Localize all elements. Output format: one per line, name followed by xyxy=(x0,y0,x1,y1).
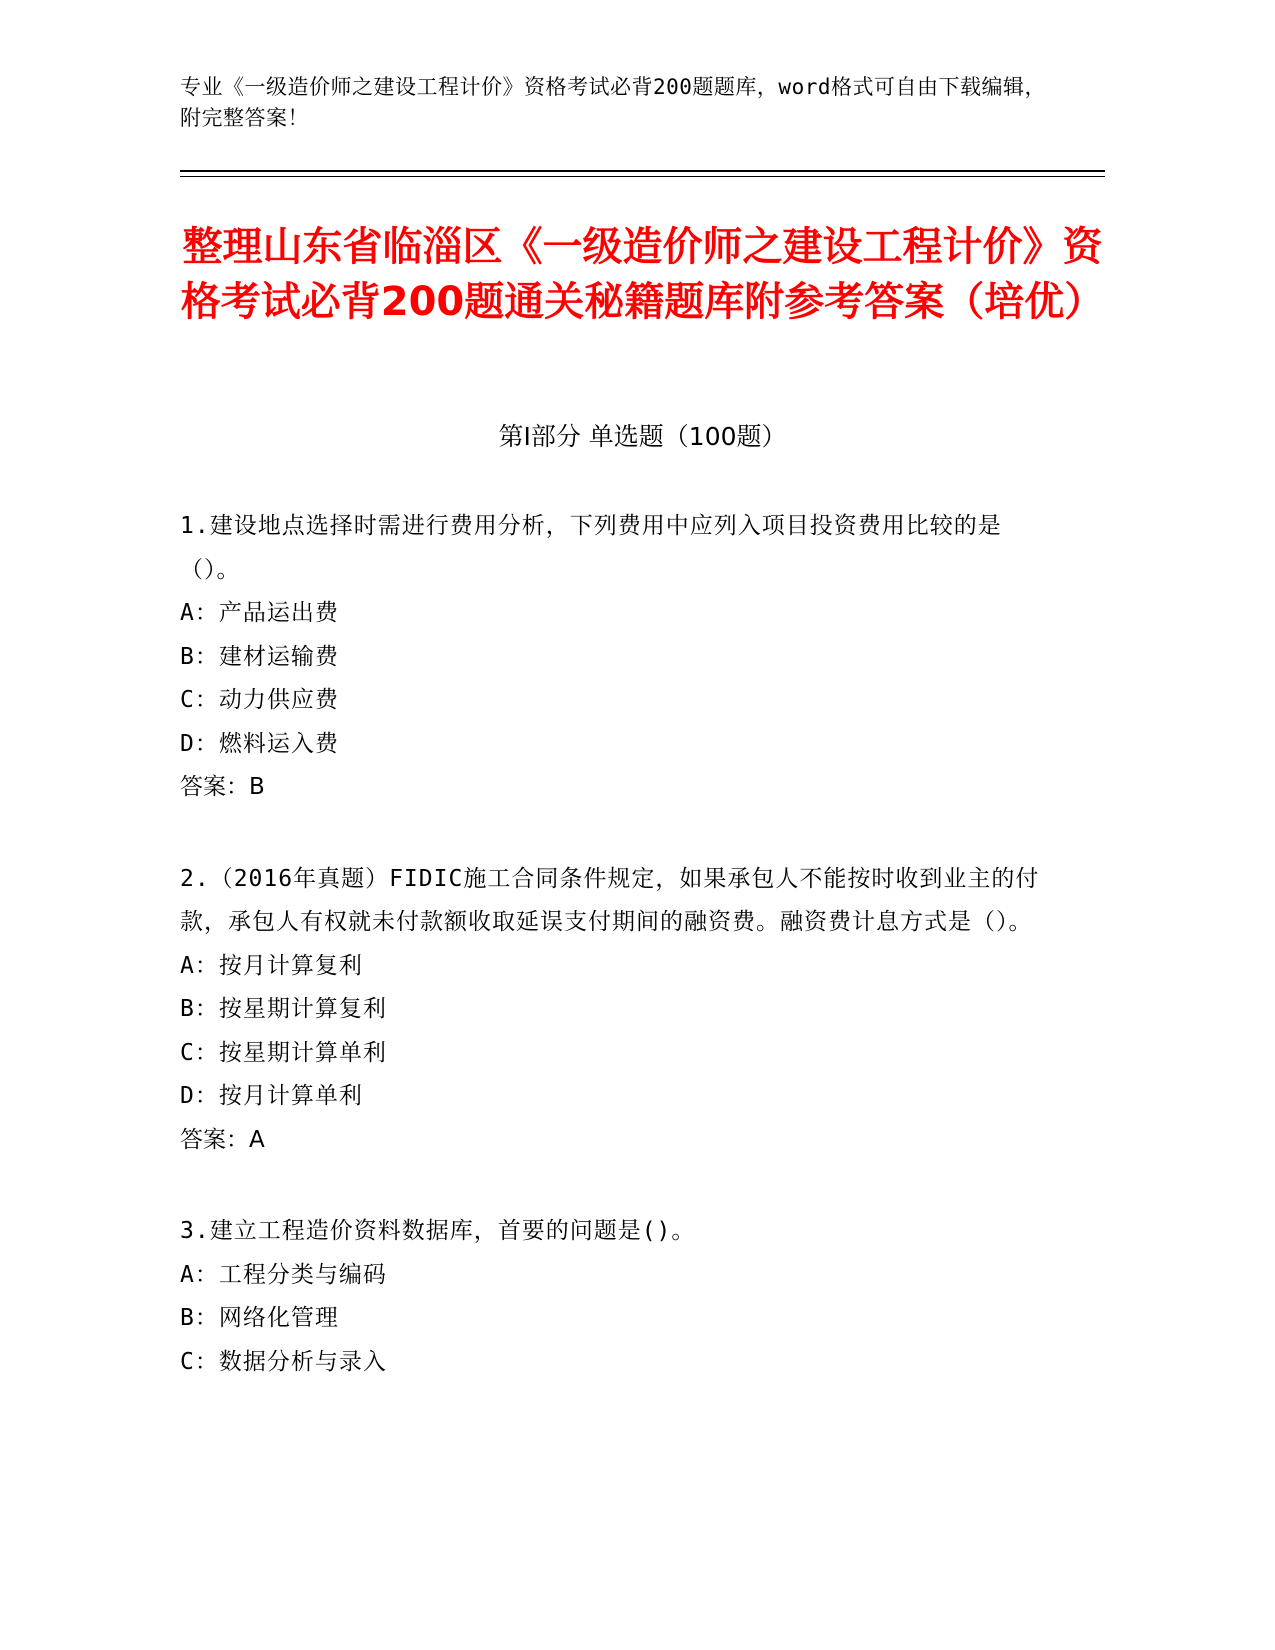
header-divider-thick xyxy=(180,170,1105,172)
option-d: D：燃料运入费 xyxy=(180,730,339,757)
question-stem: 2.（2016年真题）FIDIC施工合同条件规定，如果承包人不能按时收到业主的付款，承包人有权就未付款额收取延误支付期间的融资费。融资费计息方式是（）。 xyxy=(180,865,1040,935)
question-1 xyxy=(180,505,1060,810)
answer-line xyxy=(180,766,1060,810)
option-c: C：动力供应费 xyxy=(180,687,339,713)
option-c: C：数据分析与录入 xyxy=(180,1348,387,1375)
option-b: B：网络化管理 xyxy=(180,1305,339,1331)
question-3 xyxy=(180,1210,1060,1384)
option-a: A：按月计算复利 xyxy=(180,952,363,979)
option-c: C：按星期计算单利 xyxy=(180,1039,387,1066)
question-2 xyxy=(180,858,1060,1163)
question-stem: 1.建设地点选择时需进行费用分析，下列费用中应列入项目投资费用比较的是（）。 xyxy=(180,513,1002,583)
document-title: 整理山东省临淄区《一级造价师之建设工程计价》资格考试必背200题通关秘籍题库附参考答案（培优） xyxy=(180,224,1105,325)
question-list xyxy=(180,505,1060,1432)
header-note: 专业《一级造价师之建设工程计价》资格考试必背200题题库，word格式可自由下载编辑，附完整答案！ xyxy=(180,75,1046,130)
question-stem: 3.建立工程造价资料数据库，首要的问题是()。 xyxy=(180,1218,696,1244)
header-divider-thin xyxy=(180,176,1105,177)
answer-label: 答案： xyxy=(180,774,249,800)
answer-value: A xyxy=(249,1126,265,1153)
option-b: B：建材运输费 xyxy=(180,643,339,670)
option-b: B：按星期计算复利 xyxy=(180,996,387,1022)
answer-line xyxy=(180,1119,1060,1163)
option-d: D：按月计算单利 xyxy=(180,1083,363,1109)
section-heading: 第Ⅰ部分 单选题（100题） xyxy=(498,422,787,451)
answer-label: 答案： xyxy=(180,1126,249,1153)
answer-value: B xyxy=(249,774,265,800)
option-a: A：工程分类与编码 xyxy=(180,1261,387,1288)
option-a: A：产品运出费 xyxy=(180,600,339,626)
